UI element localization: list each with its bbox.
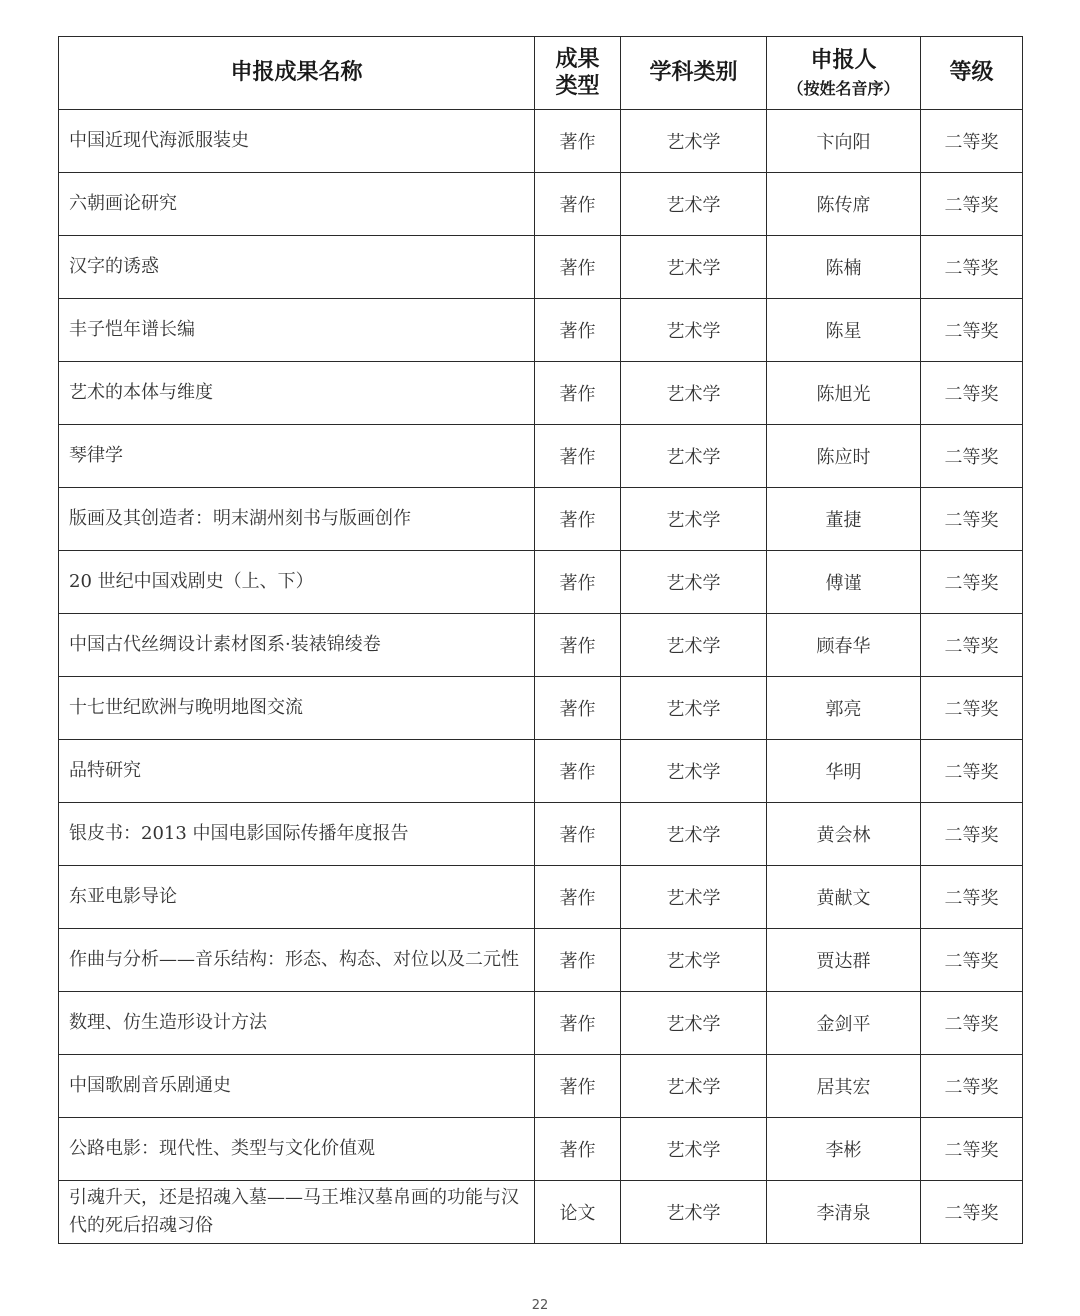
cell-name: 琴律学 xyxy=(59,425,535,488)
header-discipline xyxy=(621,37,767,110)
cell-grade: 二等奖 xyxy=(921,992,1023,1055)
table-row xyxy=(59,1181,1023,1244)
cell-discipline: 艺术学 xyxy=(621,236,767,299)
cell-grade: 二等奖 xyxy=(921,614,1023,677)
cell-type: 著作 xyxy=(535,299,621,362)
cell-grade: 二等奖 xyxy=(921,362,1023,425)
cell-applicant: 黄献文 xyxy=(767,866,921,929)
table-row xyxy=(59,677,1023,740)
table-row xyxy=(59,299,1023,362)
table-row xyxy=(59,1118,1023,1181)
cell-grade: 二等奖 xyxy=(921,929,1023,992)
header-type-line2: 类型 xyxy=(555,74,600,99)
cell-grade: 二等奖 xyxy=(921,173,1023,236)
cell-grade: 二等奖 xyxy=(921,110,1023,173)
cell-name: 艺术的本体与维度 xyxy=(59,362,535,425)
cell-grade: 二等奖 xyxy=(921,299,1023,362)
cell-discipline: 艺术学 xyxy=(621,488,767,551)
table-row xyxy=(59,362,1023,425)
cell-grade: 二等奖 xyxy=(921,425,1023,488)
cell-grade: 二等奖 xyxy=(921,1055,1023,1118)
cell-name: 十七世纪欧洲与晚明地图交流 xyxy=(59,677,535,740)
page-number: 22 xyxy=(531,1298,549,1313)
cell-type: 著作 xyxy=(535,425,621,488)
header-discipline-label: 学科类别 xyxy=(649,60,738,86)
cell-grade: 二等奖 xyxy=(921,740,1023,803)
cell-discipline: 艺术学 xyxy=(621,929,767,992)
cell-type: 著作 xyxy=(535,173,621,236)
cell-grade: 二等奖 xyxy=(921,488,1023,551)
cell-applicant: 黄会林 xyxy=(767,803,921,866)
cell-applicant: 郭亮 xyxy=(767,677,921,740)
cell-applicant: 顾春华 xyxy=(767,614,921,677)
table-row xyxy=(59,929,1023,992)
cell-applicant: 陈应时 xyxy=(767,425,921,488)
cell-name: 引魂升天，还是招魂入墓——马王堆汉墓帛画的功能与汉代的死后招魂习俗 xyxy=(59,1181,535,1244)
header-grade xyxy=(921,37,1023,110)
cell-type: 著作 xyxy=(535,551,621,614)
cell-grade: 二等奖 xyxy=(921,236,1023,299)
cell-discipline: 艺术学 xyxy=(621,551,767,614)
cell-name: 丰子恺年谱长编 xyxy=(59,299,535,362)
table-row xyxy=(59,614,1023,677)
cell-discipline: 艺术学 xyxy=(621,362,767,425)
cell-type: 著作 xyxy=(535,1118,621,1181)
header-type xyxy=(535,37,621,110)
header-name xyxy=(59,37,535,110)
cell-type: 论文 xyxy=(535,1181,621,1244)
table-row xyxy=(59,992,1023,1055)
cell-applicant: 陈星 xyxy=(767,299,921,362)
cell-discipline: 艺术学 xyxy=(621,1055,767,1118)
cell-discipline: 艺术学 xyxy=(621,803,767,866)
cell-applicant: 居其宏 xyxy=(767,1055,921,1118)
cell-applicant: 李彬 xyxy=(767,1118,921,1181)
cell-applicant: 陈旭光 xyxy=(767,362,921,425)
cell-name: 作曲与分析——音乐结构：形态、构态、对位以及二元性 xyxy=(59,929,535,992)
cell-type: 著作 xyxy=(535,362,621,425)
cell-grade: 二等奖 xyxy=(921,1181,1023,1244)
cell-name: 东亚电影导论 xyxy=(59,866,535,929)
cell-name: 银皮书：2013 中国电影国际传播年度报告 xyxy=(59,803,535,866)
cell-grade: 二等奖 xyxy=(921,803,1023,866)
header-applicant-label: 申报人 xyxy=(810,48,877,74)
cell-type: 著作 xyxy=(535,740,621,803)
cell-applicant: 卞向阳 xyxy=(767,110,921,173)
cell-type: 著作 xyxy=(535,1055,621,1118)
cell-type: 著作 xyxy=(535,866,621,929)
table-body xyxy=(59,110,1023,1244)
cell-type: 著作 xyxy=(535,236,621,299)
cell-type: 著作 xyxy=(535,803,621,866)
table-row xyxy=(59,236,1023,299)
cell-name: 数理、仿生造形设计方法 xyxy=(59,992,535,1055)
cell-grade: 二等奖 xyxy=(921,1118,1023,1181)
cell-discipline: 艺术学 xyxy=(621,866,767,929)
cell-grade: 二等奖 xyxy=(921,551,1023,614)
cell-type: 著作 xyxy=(535,614,621,677)
cell-name: 20 世纪中国戏剧史（上、下） xyxy=(59,551,535,614)
cell-discipline: 艺术学 xyxy=(621,1118,767,1181)
cell-name: 公路电影：现代性、类型与文化价值观 xyxy=(59,1118,535,1181)
table-row xyxy=(59,173,1023,236)
cell-discipline: 艺术学 xyxy=(621,614,767,677)
cell-grade: 二等奖 xyxy=(921,866,1023,929)
header-grade-label: 等级 xyxy=(949,60,994,86)
cell-name: 品特研究 xyxy=(59,740,535,803)
cell-name: 汉字的诱惑 xyxy=(59,236,535,299)
cell-applicant: 傅谨 xyxy=(767,551,921,614)
header-type-line1: 成果 xyxy=(555,46,600,72)
table-row xyxy=(59,488,1023,551)
cell-applicant: 陈楠 xyxy=(767,236,921,299)
cell-applicant: 陈传席 xyxy=(767,173,921,236)
cell-discipline: 艺术学 xyxy=(621,992,767,1055)
table-row xyxy=(59,803,1023,866)
cell-name: 中国歌剧音乐剧通史 xyxy=(59,1055,535,1118)
cell-name: 中国近现代海派服装史 xyxy=(59,110,535,173)
cell-applicant: 李清泉 xyxy=(767,1181,921,1244)
header-applicant-note: （按姓名音序） xyxy=(787,78,900,98)
table-row xyxy=(59,740,1023,803)
cell-type: 著作 xyxy=(535,488,621,551)
cell-type: 著作 xyxy=(535,992,621,1055)
cell-discipline: 艺术学 xyxy=(621,110,767,173)
awards-table xyxy=(58,36,1023,1244)
header-name-label: 申报成果名称 xyxy=(230,60,363,86)
cell-discipline: 艺术学 xyxy=(621,425,767,488)
cell-discipline: 艺术学 xyxy=(621,740,767,803)
cell-name: 六朝画论研究 xyxy=(59,173,535,236)
cell-applicant: 董捷 xyxy=(767,488,921,551)
table-row xyxy=(59,551,1023,614)
header-row xyxy=(59,37,1023,110)
cell-applicant: 金剑平 xyxy=(767,992,921,1055)
cell-name: 版画及其创造者：明末湖州刻书与版画创作 xyxy=(59,488,535,551)
table-row xyxy=(59,425,1023,488)
cell-grade: 二等奖 xyxy=(921,677,1023,740)
table-row xyxy=(59,866,1023,929)
cell-discipline: 艺术学 xyxy=(621,677,767,740)
cell-type: 著作 xyxy=(535,110,621,173)
cell-applicant: 华明 xyxy=(767,740,921,803)
cell-applicant: 贾达群 xyxy=(767,929,921,992)
table-row xyxy=(59,110,1023,173)
cell-discipline: 艺术学 xyxy=(621,1181,767,1244)
table-row xyxy=(59,1055,1023,1118)
cell-name: 中国古代丝绸设计素材图系·装裱锦绫卷 xyxy=(59,614,535,677)
cell-type: 著作 xyxy=(535,677,621,740)
cell-discipline: 艺术学 xyxy=(621,299,767,362)
cell-discipline: 艺术学 xyxy=(621,173,767,236)
cell-type: 著作 xyxy=(535,929,621,992)
header-applicant xyxy=(767,37,921,110)
